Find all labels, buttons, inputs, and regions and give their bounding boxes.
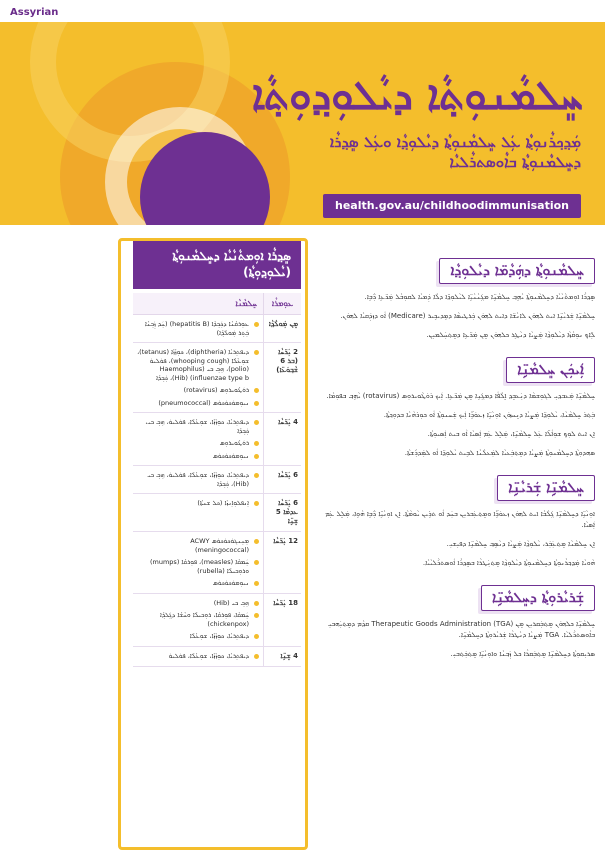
language-label: Assyrian [10, 7, 59, 18]
age-cell: 12 ܝܲܪ̈ܚܵܐ [263, 532, 301, 593]
age-cell: 6 ܝܲܪ̈ܚܵܐ ܥܕܡܵܐ 5 ܫܸܢܹ̈ܐ [263, 494, 301, 531]
table-row [133, 413, 301, 466]
hero-banner [0, 22, 605, 225]
section-heading: ܐܲܝܟܲܢ ܚܸܠܡܵܢܹ̈ܐ [506, 357, 595, 383]
vaccine-item: ܪܘܿܛܵܘܝܪܘܼܣ [137, 437, 259, 450]
paragraph: ܣܪܝܼܩܘܼܬ݂ܵܐ ܕܚܸܠܡܵܢܹ̈ܐ ܡܸܬ݂ܒܲܩܪܵܐ ܟܠ ܙܲܒ݂ܢܵܐ ܘܐܘܼܢܵܝܹ̈ܐ ܡܸܬ݂ܟܲܬ݂ܒܝܼ. [450, 650, 595, 658]
age-cell: ܡܸܢ ܡܲܘܠܵܕ݂ܵܐ [263, 315, 301, 342]
column-header-vaccine: ܚܸܠܡܵܢܵܐ [235, 299, 257, 308]
vaccine-list [133, 647, 263, 666]
table-row [133, 315, 301, 343]
age-cell: 4 ܝܲܪ̈ܚܵܐ [263, 413, 301, 465]
page-subtitle: ܡܲܕ݂ܟ݂ܪܵܢܘܼܬ݂ܵܐ ܥܲܠ ܚܸܠܡܵܢܘܼܬ݂ܵܐ ܕܝܵܠܘܼܕ݂ܵܐ ܘܥܲܠ ܣܸܕ݂ܪܵܐ ܕܚܸܠܡܵܢܘܼܬ݂ܵܐ ܒܐܵܘܣܬܪܵܠܝܵܐ [329, 133, 581, 171]
paragraph: ܠܲܐܟ݂ ܢܘܼܩܵܙܵܐ ܕܝܵܠܘܼܕ݂ܵܐ ܡܲܨܝܵܐ ܕܢܵܛܹܪ ܟܠܗܘܿܢ ܡܸܢ ܡܲܪ̈ܥܹܐ ܕܡܸܬ݂ܚܲܠܡܝܼܢ. [426, 331, 595, 339]
vaccine-item: ܪܘܿܛܵܘܝܪܘܼܣ (rotavirus) [137, 384, 259, 397]
paragraph: ܐܘܼܢܵܝܹ̈ܐ ܕܚܸܠܡܵܢܹ̈ܐ ܓܲܠܵܒܵܐ ܐܝܬ ܠܗܘܿܢ ܙܥܘܿܪܹ̈ܐ ܘܡܸܬ݂ܥܲܒܪܝܼܢ ܒܚܲܕ ܐܵܘ ܬܪܹܝܢ ܝܵܘܡܵܬ݂ܵܐ. ܐܸܢ ܐܘܼܢܵܝܹ̈ܐ ܪ̈ܲܒܹܐ ܗܵܘܹܐ، ܡܲܠܸܠ ܥܲܡ ܐܲܣܝܵܐ. [325, 510, 595, 529]
vaccine-list [133, 466, 263, 493]
vaccine-item: ܢܝܘܼܡܘܿܟܘܿܟܘܿܣ [137, 577, 259, 590]
vaccine-item: ܕܝܦܬܸܪܝܵܐ، ܟܘܼܙܵܙܵܐ، ܫܘܼܥܵܠܵܐ، ܦܘܿܠܝܘܿ، ܗܸܒ݂ ܒܝ، ܟܲܒ݂ܕܵܐ [137, 416, 259, 437]
vaccine-item: ܢܝܘܼܡܘܿܟܘܿܟܘܿܣ (pneumococcal) [137, 397, 259, 410]
vaccine-item: ܐܸܢܦܠܘܼܐܸܢܙܵܐ (ܟܠ ܫܢܬܵܐ) [137, 497, 259, 510]
vaccine-item: ܚܲܡܩܵܐ (measles)، ܦܘܼܪܩܵܐ (mumps) ܘܪܘܼܒܝܠܵܐ (rubella) [137, 556, 259, 577]
age-cell: 18 ܝܲܪ̈ܚܵܐ [263, 594, 301, 646]
vaccine-list [133, 594, 263, 646]
vaccine-item: ܚܲܡܩܵܐ، ܦܘܼܪܩܵܐ، ܪܘܼܒܝܠܵܐ ܘܚܵܫܵܐ ܕܓܲܠܕ݂ܵܐ (chickenpox) [137, 609, 259, 630]
table-row [133, 466, 301, 494]
table-row [133, 494, 301, 532]
paragraph: ܣܗܕܘܼܬ݂ܵܐ ܕܚܸܠܡܵܢܘܼܬ݂ܵܐ ܡܲܨܝܵܐ ܕܡܸܬ݂ܒܲܥܝܵܐ ܠܡܲܥܠܵܢܵܐ ܠܒܹܝܬ ܝܵܠܘܼܕ݂̈ܐ ܐܵܘ ܠܡܲܕܪܲܫܬܵܐ. [404, 449, 595, 457]
vaccine-list [133, 532, 263, 593]
section-heading: ܚܸܠܡܵܢܘܼܬ݂ܵܐ ܕܗܲܕܵܡ̈ܐ ܕܝܵܠܘܼܕ݂ܵܐ [439, 258, 595, 284]
vaccine-item: ܢܝܘܼܡܘܿܟܘܿܟܘܿܣ [137, 450, 259, 463]
vaccine-list [133, 413, 263, 465]
table-row [133, 647, 301, 667]
age-cell: 4 ܫܸܢܹ̈ܐ [263, 647, 301, 666]
schedule-title: ܣܸܕ݂ܪܵܐ ܐܘܼܡܬܵܢܵܝܵܐ ܕܚܸܠܡܵܢܘܼܬ݂ܵܐ (ܝܵܠܘܼܕ݂ܘܼܬ݂ܵܐ) [133, 241, 301, 289]
vaccine-list [133, 315, 263, 342]
column-header-age: ܥܘܼܡܪܵܐ [263, 293, 301, 314]
paragraph: ܗܵܘܝܵܐ ܡܲܕ݂ܟ݂ܪܵܢܘܼܬ݂ܵܐ ܕܚܸܠܡܵܢܘܼܬ݂ܵܐ ܕܝܵܠܘܼܕ݂ܵܐ ܡܸܬ݂ܢܲܛܪܵܐ ܒܣܸܕ݂ܪܵܐ ܐܵܘܣܬܪܵܠܝܵܝܵܐ. [422, 559, 595, 567]
section-heading: ܚܸܠܡܵܢܹ̈ܐ ܫܲܪܝܵܢܹ̈ܐ [497, 475, 595, 501]
schedule-panel [118, 238, 308, 850]
website-link[interactable]: health.gov.au/childhoodimmunisation [323, 194, 581, 218]
vaccine-item: ܕܝܦܬܸܪܝܵܐ، ܟܘܼܙܵܙܵܐ، ܫܘܼܥܵܠܵܐ، ܦܘܿܠܝܘܿ [137, 650, 259, 663]
schedule-table [133, 293, 301, 667]
schedule-header-row [133, 293, 301, 315]
main-content [320, 250, 595, 668]
paragraph: ܐܸܢ ܐܝܬ ܠܘܼܟ݂ ܫܘܼܐܵܠ̈ܐ ܥܲܠ ܚܸܠܡܵܢܹ̈ܐ، ܡܲܠܸܠ ܥܲܡ ܐܲܣܝܵܐ ܐܵܘ ܒܝܬ ܐܲܣܝܘܼܬ݂ܵܐ. [427, 430, 595, 438]
paragraph: ܒܲܬ݂ܪ ܚܸܠܡܵܢܵܐ، ܝܵܠܘܼܕ݂̈ܐ ܡܲܨܝܵܐ ܕܢܸܚܙܘܿܢ ܐܘܼܢܵܝܹ̈ܐ ܙܥܘܿܪܹ̈ܐ ܐܲܝܟ ܫܲܚܢܘܼܬ݂ܵܐ ܐܵܘ ܟܘܼܪܗܵܢܵܐ ܒܕܘܼܟ݂ܬ݂ܵܐ. [383, 411, 595, 419]
vaccine-item: ܕܝܦܬܸܪܝܵܐ (diphtheria)، ܟܘܼܙܵܙܵܐ (tetanus)، ܫܘܼܥܵܠܵܐ (whooping cough)، ܦܘܿܠܝܘܿ (polio)، ܗܸܒ݂ ܒܝ (Haemophilus influenzae type b) (Hib)، ܟܲܒ݂ܕܵܐ [137, 346, 259, 384]
paragraph: ܣܸܕ݂ܪܵܐ ܐܘܼܡܬܵܢܵܝܵܐ ܕܚܸܠܡܵܢܘܼܬ݂ܵܐ ܝܵܗܹܒ݂ ܚܸܠܡܵܢܹ̈ܐ ܡܓܲܢܵܢܵܝܹ̈ܐ ܠܝܵܠܘܼܕ݂̈ܐ ܕܠܵܐ ܕܲܡܝܵܐ ܠܩܘܼܒܵܠ ܡܲܪ̈ܥܹܐ ܪ̈ܲܒܹܐ. [364, 293, 595, 301]
vaccine-list [133, 494, 263, 531]
paragraph: ܚܸܠܡܵܢܹ̈ܐ ܫܲܪܝܵܢܹ̈ܐ ܐܝܬ ܠܗܘܿܢ ܠܐܢܵܫ̈ܐ ܕܐܝܬ ܠܗܘܿܢ ܟܲܪܛܝܣܵܐ ܕܡܹܕܝܟܹܝܪ (Medicare) ܐܵܘ ܕܙܕܲܩܝܵܐ ܠܗܘܿܢ. [340, 312, 595, 320]
table-row [133, 594, 301, 647]
vaccine-item: ܕܝܦܬܸܪܝܵܐ، ܟܘܼܙܵܙܵܐ، ܫܘܼܥܵܠܵܐ [137, 630, 259, 643]
paragraph: ܐܸܢ ܚܸܠܡܵܢܵܐ ܡܸܬ݂ܥܲܒܲܪ، ܝܵܠܘܼܕ݂ܵܐ ܡܲܨܝܵܐ ܕܢܵܣܹܒ݂ ܚܸܠܡܵܢܹ̈ܐ ܕܦܝܼܫܝܼ. [446, 540, 595, 548]
vaccine-item: ܗܸܒ݂ ܒܝ (Hib) [137, 597, 259, 610]
vaccine-list [133, 343, 263, 412]
page-title: ܚܸܠܡܵܢܘܼܬ݂ܵܐ ܕܝܵܠܘܼܕ݂ܘܼܬ݂ܵܐ [251, 72, 583, 119]
paragraph: ܚܸܠܡܵܢܹ̈ܐ ܡܲܥܒܕ݂ܝܼ ܠܓܘܼܫܡܵܐ ܕܢܲܥܒܸܕ݂ ܐܸܠܵܦܵܐ ܕܡܓܲܢܹܐ ܡܸܢ ܡܲܪ̈ܥܹܐ. ܐܲܝܟ ܪܘܿܛܵܘܝܪܘܼܣ (rotavirus) ܝܵܗܹܒ݂ ܒܦܘܼܡܵܐ. [326, 392, 595, 400]
table-row [133, 532, 301, 594]
vaccine-item: ܕܝܦܬܸܪܝܵܐ، ܟܘܼܙܵܙܵܐ، ܫܘܼܥܵܠܵܐ، ܦܘܿܠܝܘܿ، ܗܸܒ݂ ܒܝ (Hib)، ܟܲܒ݂ܕܵܐ [137, 469, 259, 490]
age-cell: 2 ܝܲܪ̈ܚܵܐ (ܒܪ 6 ܫܵܒ݂ܘܿܥ̈ܐ) [263, 343, 301, 412]
paragraph: ܚܸܠܡܵܢܹ̈ܐ ܟܠܗܘܿܢ ܡܸܬ݂ܒܲܩܪܝܼܢ ܡܸܢ Therapeutic Goods Administration (TGA) ܩܕ݂ܵܡ ܕܡܸܬ݂ܝܲܗܒܝܼ ܒܐܵܘܣܬܪܵܠܝܵܐ. TGA ܡܲܨܝܵܐ ܕܢܵܛܪܵܐ ܫܲܪܝܵܪܘܼܬ݂ܵܐ ܕܚܸܠܡܵܢܹ̈ܐ. [327, 620, 595, 639]
age-cell: 6 ܝܲܪ̈ܚܵܐ [263, 466, 301, 493]
vaccine-item: ܡܸܢܸܢܓܘܿܟܘܿܟܘܿܣ ACWY (meningococcal) [137, 535, 259, 556]
schedule-rows [133, 315, 301, 667]
table-row [133, 343, 301, 413]
vaccine-item: ܥܘܼܪܩܵܢܵܐ ܕܟܲܒ݂ܕܵܐ (hepatitis B) (ܚܲܕ ܙܲܒ݂ܢܵܐ ܒܲܬ݂ܪ ܡܲܘܠܵܕ݂ܵܐ) [137, 318, 259, 339]
section-heading: ܫܲܪܝܵܪܘܼܬ݂ܵܐ ܕܚܸܠܡܵܢܹ̈ܐ [481, 585, 595, 611]
